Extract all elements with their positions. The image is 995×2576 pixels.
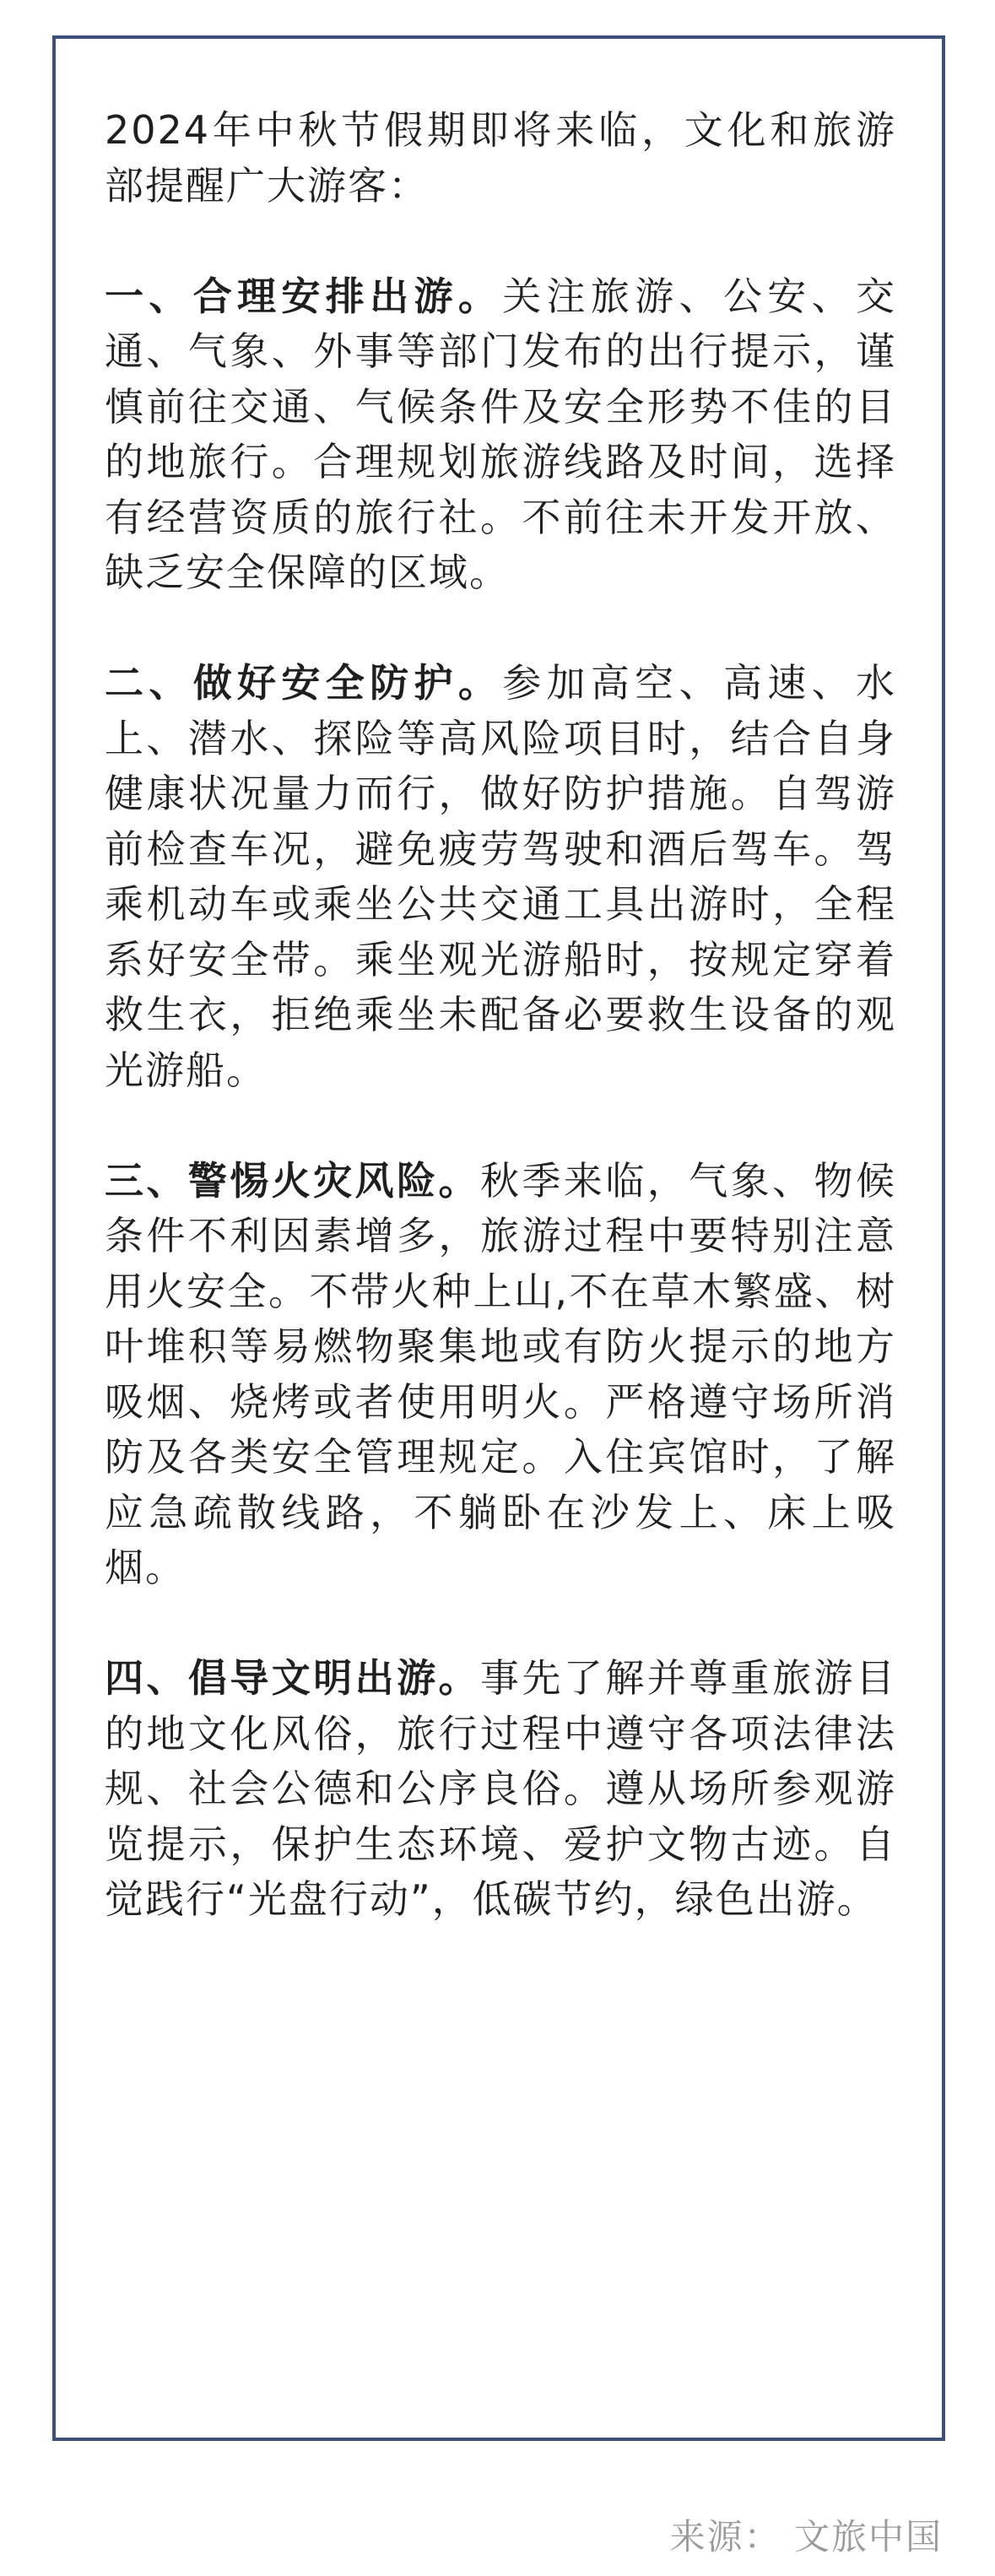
article-body — [105, 103, 896, 1928]
section-paragraph-2 — [105, 656, 896, 1098]
intro-paragraph: 2024年中秋节假期即将来临，文化和旅游部提醒广大游客： — [105, 107, 896, 208]
section-heading-1: 一、合理安排出游。 — [105, 273, 503, 319]
section-paragraph-1 — [105, 269, 896, 601]
section-body-2: 参加高空、高速、水上、潜水、探险等高风险项目时，结合自身健康状况量力而行，做好防护措施。自驾游前检查车况，避免疲劳驾驶和酒后驾车。驾乘机动车或乘坐公共交通工具出游时，全程系好安全带。乘坐观光游船时，按规定穿着救生衣，拒绝乘坐未配备必要救生设备的观光游船。 — [105, 660, 897, 1093]
section-heading-2: 二、做好安全防护。 — [105, 660, 503, 706]
section-paragraph-3 — [105, 1154, 896, 1596]
section-heading-4: 四、倡导文明出游。 — [105, 1655, 480, 1701]
section-body-4: 事先了解并尊重旅游目的地文化风俗，旅行过程中遵守各项法律法规、社会公德和公序良俗。遵从场所参观游览提示，保护生态环境、爱护文物古迹。自觉践行“光盘行动”，低碳节约，绿色出游。 — [105, 1655, 896, 1922]
source-credit: 来源： 文旅中国 — [669, 2516, 943, 2557]
section-body-1: 关注旅游、公安、交通、气象、外事等部门发布的出行提示，谨慎前往交通、气候条件及安全形势不佳的目的地旅行。合理规划旅游线路及时间，选择有经营资质的旅行社。不前往未开发开放、缺乏安全保障的区域。 — [105, 273, 897, 595]
section-paragraph-4 — [105, 1651, 896, 1928]
section-heading-3: 三、警惕火灾风险。 — [105, 1157, 480, 1204]
section-body-3: 秋季来临，气象、物候条件不利因素增多，旅游过程中要特别注意用火安全。不带火种上山,不在草木繁盛、树叶堆积等易燃物聚集地或有防火提示的地方吸烟、烧烤或者使用明火。严格遵守场所消防及各类安全管理规定。入住宾馆时，了解应急疏散线路，不躺卧在沙发上、床上吸烟。 — [105, 1157, 896, 1590]
